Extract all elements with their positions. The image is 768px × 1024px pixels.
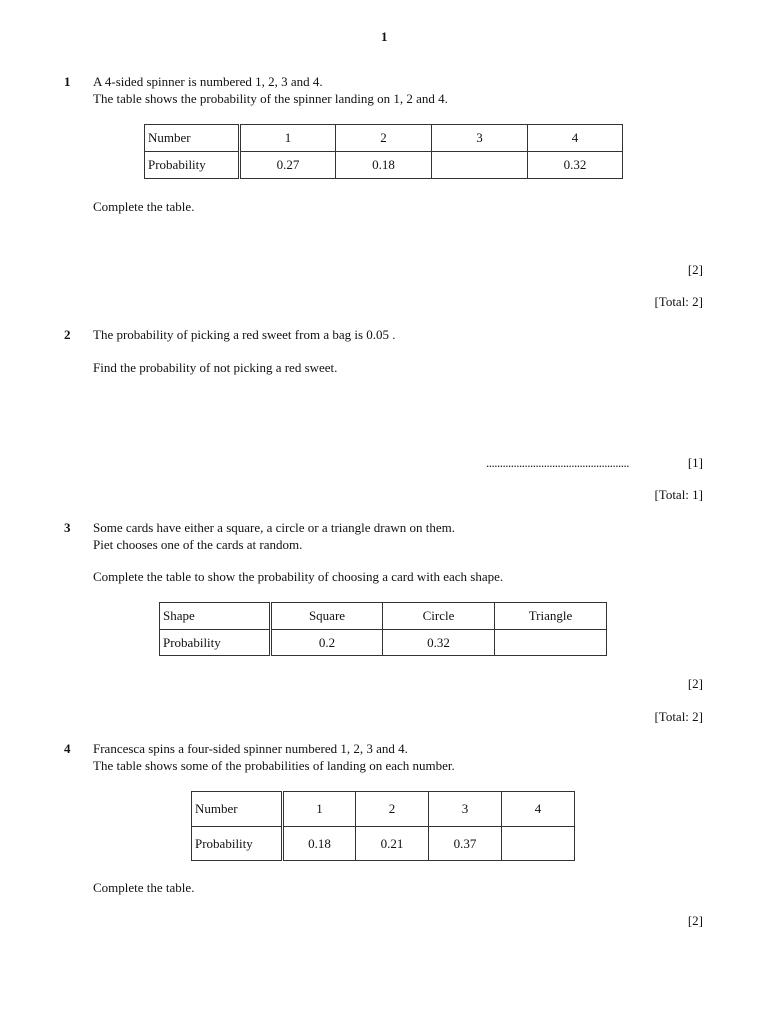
answer-cell[interactable] <box>502 827 575 861</box>
table-header-cell: 1 <box>283 792 356 827</box>
question-4-table <box>191 791 575 861</box>
answer-line[interactable]: .................................................... <box>486 455 629 470</box>
table-cell: Probability <box>160 630 271 656</box>
question-3-total: [Total: 2] <box>654 709 703 724</box>
answer-cell[interactable] <box>495 630 607 656</box>
question-3-line-1: Some cards have either a square, a circle or a triangle drawn on them. <box>93 520 456 535</box>
table-cell: Probability <box>145 152 240 179</box>
table-row <box>192 792 575 827</box>
table-header-cell: 2 <box>336 125 432 152</box>
table-cell: 0.18 <box>283 827 356 861</box>
question-2-line-1: The probability of picking a red sweet from a bag is 0.05 . <box>93 327 396 342</box>
question-2-marks: [1] <box>687 455 703 470</box>
table-cell: 0.21 <box>356 827 429 861</box>
question-2-total: [Total: 1] <box>654 487 703 502</box>
table-row <box>145 125 623 152</box>
question-2-number: 2 <box>64 327 71 342</box>
table-row <box>145 152 623 179</box>
question-1-line-1: A 4-sided spinner is numbered 1, 2, 3 and 4. <box>93 74 323 89</box>
question-3-marks: [2] <box>687 676 703 691</box>
table-header-cell: Shape <box>160 603 271 630</box>
question-3-instruction: Complete the table to show the probability of choosing a card with each shape. <box>93 569 504 584</box>
question-4-number: 4 <box>64 741 71 756</box>
page-number: 1 <box>381 29 388 44</box>
answer-cell[interactable] <box>432 152 528 179</box>
question-1-table <box>144 124 623 179</box>
table-cell: 0.18 <box>336 152 432 179</box>
table-cell: 0.32 <box>528 152 623 179</box>
question-3-table <box>159 602 607 656</box>
table-cell: 0.27 <box>240 152 336 179</box>
table-header-cell: 4 <box>502 792 575 827</box>
table-header-cell: Number <box>145 125 240 152</box>
table-header-cell: 3 <box>432 125 528 152</box>
question-2-instruction: Find the probability of not picking a red sweet. <box>93 360 338 375</box>
table-cell: 0.2 <box>271 630 383 656</box>
table-header-cell: 2 <box>356 792 429 827</box>
table-header-cell: Triangle <box>495 603 607 630</box>
question-4-marks: [2] <box>687 913 703 928</box>
table-row <box>160 603 607 630</box>
table-cell: 0.32 <box>383 630 495 656</box>
table-header-cell: 4 <box>528 125 623 152</box>
table-header-cell: Circle <box>383 603 495 630</box>
table-row <box>192 827 575 861</box>
question-1-number: 1 <box>64 74 71 89</box>
question-4-line-2: The table shows some of the probabilities of landing on each number. <box>93 758 455 773</box>
question-1-marks: [2] <box>687 262 703 277</box>
question-1-total: [Total: 2] <box>654 294 703 309</box>
question-4-instruction: Complete the table. <box>93 880 195 895</box>
table-cell: 0.37 <box>429 827 502 861</box>
table-header-cell: 3 <box>429 792 502 827</box>
table-header-cell: Number <box>192 792 283 827</box>
question-3-line-2: Piet chooses one of the cards at random. <box>93 537 303 552</box>
table-header-cell: Square <box>271 603 383 630</box>
table-cell: Probability <box>192 827 283 861</box>
table-header-cell: 1 <box>240 125 336 152</box>
question-4-line-1: Francesca spins a four-sided spinner numbered 1, 2, 3 and 4. <box>93 741 408 756</box>
question-1-line-2: The table shows the probability of the spinner landing on 1, 2 and 4. <box>93 91 448 106</box>
question-1-instruction: Complete the table. <box>93 199 195 214</box>
table-row <box>160 630 607 656</box>
question-3-number: 3 <box>64 520 71 535</box>
